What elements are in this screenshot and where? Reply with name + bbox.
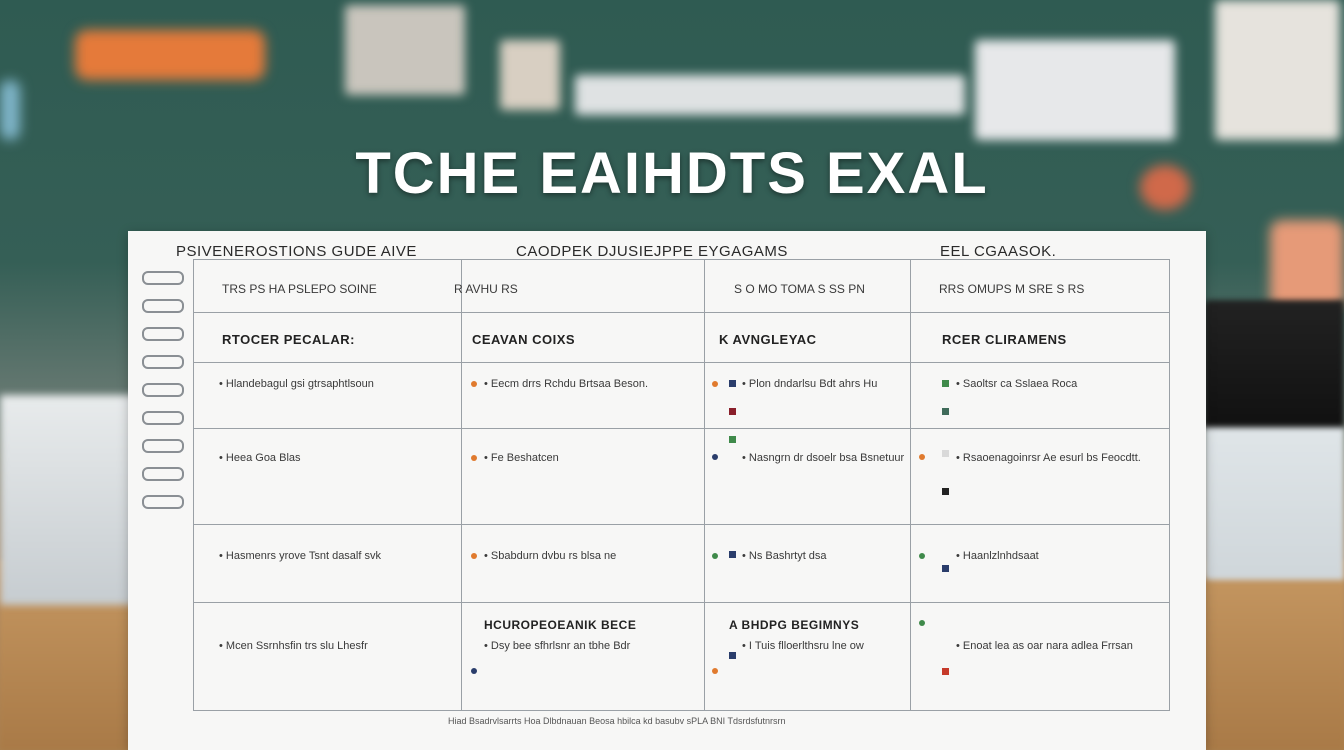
category-3: K AVNGLEYAC (719, 332, 817, 347)
headline: TCHE EAIHDTS EXAL (355, 141, 989, 206)
cell-r4c4: • Enoat lea as oar nara adlea Frrsan (956, 640, 1133, 652)
sheet-header-center: CAODPEK DJUSIEJPPE EYGAGAMS (516, 243, 788, 260)
blurred-blue-object (0, 80, 20, 140)
blurred-books (1215, 0, 1340, 140)
sheet-header-right: EEL CGAASOK. (940, 243, 1057, 260)
cell-r4c2: • Dsy bee sfhrlsnr an tbhe Bdr (484, 640, 631, 652)
cell-r2c2: • Fe Beshatcen (484, 452, 559, 464)
cell-r2c4: • Rsaoenagoinrsr Ae esurl bs Feocdtt. (956, 452, 1141, 464)
cell-r4c3: • I Tuis flloerlthsru lne ow (742, 640, 864, 652)
cell-r1c2: • Eecm drrs Rchdu Brtsaa Beson. (484, 378, 649, 390)
cell-r1c4: • Saoltsr ca Sslaea Roca (956, 378, 1078, 390)
category-1: RTOCER PECALAR: (222, 332, 355, 347)
cell-r1c1: • Hlandebagul gsi gtrsaphtlsoun (219, 378, 374, 390)
worksheet (128, 231, 1206, 750)
paper-stack (0, 395, 140, 605)
blurred-shelf-item (345, 5, 465, 95)
sheet-header-left: PSIVENEROSTIONS GUDE AIVE (176, 243, 417, 260)
category-2: CEAVAN COIXS (472, 332, 576, 347)
blurred-shelf-item (500, 40, 560, 110)
blurred-books (975, 40, 1175, 140)
blurred-orange-object (75, 30, 265, 80)
sheet-footer: Hiad Bsadrvlsarrts Hoa Dlbdnauan Beosa hbilca kd basubv sPLA BNI Tdsrdsfutnrsrn (448, 716, 786, 726)
cell-r4c1: • Mcen Ssrnhsfin trs slu Lhesfr (219, 640, 368, 652)
cell-r1c3: • Plon dndarlsu Bdt ahrs Hu (742, 378, 878, 390)
blurred-shelf-item (575, 75, 965, 115)
cell-r3c3: • Ns Bashrtyt dsa (742, 550, 827, 562)
subheader-2: R AVHU RS (454, 282, 518, 296)
cell-r3c2: • Sbabdurn dvbu rs blsa ne (484, 550, 617, 562)
subheader-3: S O MO TOMA S SS PN (734, 282, 865, 296)
subheader-4: RRS OMUPS M SRE S RS (939, 282, 1085, 296)
cell-r2c3: • Nasngrn dr dsoelr bsa Bsnetuur (742, 452, 905, 464)
blurred-object (1270, 220, 1344, 310)
laptop (1204, 300, 1344, 580)
cell-r3c4: • Haanlzlnhdsaat (956, 550, 1039, 562)
row-title-1: HCUROPEOEANIK BECE (484, 618, 637, 632)
binder-rings (142, 271, 182, 521)
schedule-grid (193, 259, 1170, 711)
row-title-2: A BHDPG BEGIMNYS (729, 618, 860, 632)
cell-r2c1: • Heea Goa Blas (219, 452, 301, 464)
subheader-1: TRS PS HA PSLEPO SOINE (222, 282, 377, 296)
cell-r3c1: • Hasmenrs yrove Tsnt dasalf svk (219, 550, 381, 562)
category-4: RCER CLIRAMENS (942, 332, 1067, 347)
